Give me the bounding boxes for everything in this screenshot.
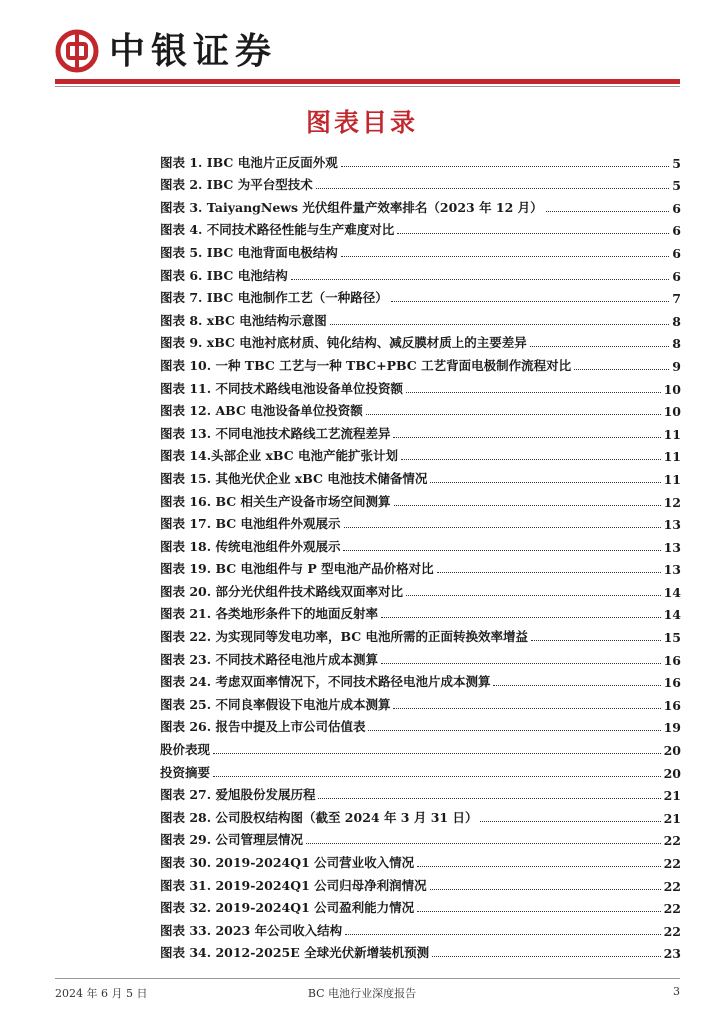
toc-entry[interactable] bbox=[160, 397, 681, 420]
toc-entry-page: 11 bbox=[663, 449, 681, 465]
toc-entry-title: 图表 24. 考虑双面率情况下，不同技术路径电池片成本测算 bbox=[160, 674, 491, 690]
toc-dot-leader bbox=[393, 437, 660, 438]
toc-entry-title: 图表 20. 部分光伏组件技术路线双面率对比 bbox=[160, 583, 403, 599]
toc-entry[interactable] bbox=[160, 735, 681, 758]
toc-entry-title: 图表 3. TaiyangNews 光伏组件量产效率排名（2023 年 12 月） bbox=[160, 199, 543, 215]
toc-entry-page: 21 bbox=[663, 810, 681, 826]
toc-entry-title: 图表 31. 2019-2024Q1 公司归母净利润情况 bbox=[160, 877, 427, 893]
toc-entry-title: 图表 14.头部企业 xBC 电池产能扩张计划 bbox=[160, 448, 399, 464]
toc-entry-page: 20 bbox=[663, 743, 681, 759]
page-title: 图表目录 bbox=[305, 108, 418, 137]
toc-dot-leader bbox=[330, 324, 669, 325]
toc-dot-leader bbox=[401, 459, 661, 460]
toc-entry-title: 图表 27. 爱旭股份发展历程 bbox=[160, 787, 316, 803]
toc-entry-title: 图表 33. 2023 年公司收入结构 bbox=[160, 922, 343, 938]
toc-dot-leader bbox=[391, 301, 670, 302]
toc-entry-page: 11 bbox=[663, 426, 681, 442]
toc-entry[interactable] bbox=[160, 577, 681, 600]
toc-entry-title: 图表 7. IBC 电池制作工艺（一种路径） bbox=[160, 290, 388, 306]
toc-dot-leader bbox=[493, 685, 660, 686]
toc-entry-title: 图表 10. 一种 TBC 工艺与一种 TBC+PBC 工艺背面电极制作流程对比 bbox=[160, 357, 572, 373]
toc-dot-leader bbox=[530, 346, 669, 347]
header-divider-thin bbox=[55, 86, 680, 87]
toc-entry[interactable] bbox=[160, 939, 681, 962]
toc-entry[interactable] bbox=[160, 781, 681, 804]
toc-entry-page: 9 bbox=[672, 358, 681, 374]
toc-entry-page: 22 bbox=[663, 856, 681, 871]
toc-entry[interactable] bbox=[160, 464, 681, 487]
toc-entry-page: 11 bbox=[663, 471, 681, 487]
toc-entry[interactable] bbox=[160, 713, 681, 736]
toc-entry-page: 14 bbox=[663, 584, 681, 600]
toc-entry[interactable] bbox=[160, 758, 681, 781]
toc-dot-leader bbox=[531, 640, 661, 641]
toc-dot-leader bbox=[381, 663, 661, 664]
toc-entry[interactable] bbox=[160, 193, 681, 216]
toc-entry-page: 13 bbox=[663, 517, 681, 533]
toc-dot-leader bbox=[213, 776, 661, 777]
toc-entry[interactable] bbox=[160, 261, 681, 284]
toc-dot-leader bbox=[417, 866, 660, 867]
toc-entry-page: 8 bbox=[672, 313, 681, 329]
toc-entry[interactable] bbox=[160, 690, 681, 713]
toc-entry-page: 7 bbox=[672, 291, 681, 307]
toc-entry-title: 图表 28. 公司股权结构图（截至 2024 年 3 月 31 日） bbox=[160, 809, 478, 825]
toc-dot-leader bbox=[343, 550, 660, 551]
toc-entry-title: 图表 8. xBC 电池结构示意图 bbox=[160, 312, 327, 328]
toc-dot-leader bbox=[397, 233, 669, 234]
toc-entry-page: 16 bbox=[663, 697, 681, 713]
toc-entry-title: 图表 22. 为实现同等发电功率，BC 电池所需的正面转换效率增益 bbox=[160, 629, 529, 645]
toc-dot-leader bbox=[574, 369, 669, 370]
toc-entry-page: 5 bbox=[672, 155, 681, 171]
toc-entry-page: 13 bbox=[663, 539, 681, 555]
toc-entry[interactable] bbox=[160, 848, 681, 871]
toc-dot-leader bbox=[366, 414, 661, 415]
toc-entry-title: 图表 29. 公司管理层情况 bbox=[160, 832, 303, 848]
toc-entry-page: 22 bbox=[663, 923, 681, 939]
toc-dot-leader bbox=[430, 889, 661, 890]
toc-entry[interactable] bbox=[160, 238, 681, 261]
toc-dot-leader bbox=[381, 617, 661, 618]
toc-entry-title: 图表 25. 不同良率假设下电池片成本测算 bbox=[160, 696, 391, 712]
toc-dot-leader bbox=[306, 843, 661, 844]
table-of-contents bbox=[160, 148, 681, 961]
toc-entry-page: 13 bbox=[663, 562, 681, 578]
toc-entry-page: 16 bbox=[663, 652, 681, 668]
toc-dot-leader bbox=[393, 708, 660, 709]
toc-entry-page: 12 bbox=[663, 494, 681, 510]
toc-dot-leader bbox=[344, 527, 661, 528]
toc-entry-page: 22 bbox=[663, 901, 681, 917]
toc-entry-title: 图表 9. xBC 电池衬底材质、钝化结构、减反膜材质上的主要差异 bbox=[160, 335, 527, 351]
toc-entry-title: 图表 19. BC 电池组件与 P 型电池产品价格对比 bbox=[160, 561, 434, 577]
toc-dot-leader bbox=[406, 392, 661, 393]
toc-entry-title: 投资摘要 bbox=[160, 764, 211, 780]
toc-entry-page: 16 bbox=[663, 675, 681, 691]
toc-entry-page: 5 bbox=[672, 178, 681, 194]
footer-date: 2024 年 6 月 5 日 bbox=[55, 987, 148, 1000]
toc-entry-title: 图表 16. BC 相关生产设备市场空间测算 bbox=[160, 493, 391, 509]
toc-entry-page: 6 bbox=[672, 200, 681, 216]
toc-dot-leader bbox=[394, 505, 661, 506]
toc-entry-page: 20 bbox=[663, 765, 681, 781]
toc-entry-title: 图表 34. 2012-2025E 全球光伏新增装机预测 bbox=[160, 945, 430, 961]
toc-dot-leader bbox=[316, 188, 670, 189]
toc-entry[interactable] bbox=[160, 555, 681, 578]
toc-entry[interactable] bbox=[160, 871, 681, 894]
toc-entry-page: 23 bbox=[663, 946, 681, 962]
toc-entry[interactable] bbox=[160, 171, 681, 194]
toc-dot-leader bbox=[341, 166, 670, 167]
toc-entry-page: 19 bbox=[663, 720, 681, 736]
toc-entry-page: 15 bbox=[663, 630, 681, 646]
toc-entry-title: 图表 23. 不同技术路径电池片成本测算 bbox=[160, 651, 378, 667]
toc-dot-leader bbox=[368, 730, 660, 731]
bank-of-china-logo-icon bbox=[55, 29, 99, 73]
toc-dot-leader bbox=[480, 821, 660, 822]
toc-entry-page: 10 bbox=[663, 381, 681, 397]
toc-dot-leader bbox=[417, 911, 660, 912]
toc-dot-leader bbox=[546, 211, 670, 212]
toc-entry-title: 图表 2. IBC 为平台型技术 bbox=[160, 177, 313, 193]
toc-entry-title: 图表 5. IBC 电池背面电极结构 bbox=[160, 244, 338, 260]
toc-entry-page: 14 bbox=[663, 607, 681, 623]
toc-entry-title: 图表 32. 2019-2024Q1 公司盈利能力情况 bbox=[160, 900, 415, 916]
brand-name: 中银证券 bbox=[109, 30, 278, 72]
toc-entry-page: 10 bbox=[663, 404, 681, 420]
toc-dot-leader bbox=[406, 595, 661, 596]
footer-page-number: 3 bbox=[673, 985, 680, 998]
toc-entry-page: 6 bbox=[672, 223, 681, 239]
toc-entry[interactable] bbox=[160, 374, 681, 397]
toc-entry-page: 8 bbox=[672, 336, 681, 352]
toc-entry[interactable] bbox=[160, 284, 681, 307]
toc-entry[interactable] bbox=[160, 487, 681, 510]
header-divider bbox=[55, 79, 680, 84]
toc-dot-leader bbox=[291, 279, 670, 280]
toc-entry-title: 图表 4. 不同技术路径性能与生产难度对比 bbox=[160, 222, 395, 238]
toc-entry-title: 图表 21. 各类地形条件下的地面反射率 bbox=[160, 606, 378, 622]
toc-entry[interactable] bbox=[160, 826, 681, 849]
toc-entry[interactable] bbox=[160, 351, 681, 374]
toc-dot-leader bbox=[345, 934, 661, 935]
toc-dot-leader bbox=[430, 482, 660, 483]
toc-entry-title: 图表 1. IBC 电池片正反面外观 bbox=[160, 154, 338, 170]
toc-entry[interactable] bbox=[160, 510, 681, 533]
toc-dot-leader bbox=[318, 798, 660, 799]
toc-entry[interactable] bbox=[160, 916, 681, 939]
toc-entry[interactable] bbox=[160, 442, 681, 465]
toc-entry[interactable] bbox=[160, 329, 681, 352]
toc-entry[interactable] bbox=[160, 645, 681, 668]
toc-dot-leader bbox=[432, 956, 660, 957]
toc-entry[interactable] bbox=[160, 622, 681, 645]
footer-report-title: BC 电池行业深度报告 bbox=[307, 987, 417, 1000]
header bbox=[55, 26, 277, 76]
toc-entry[interactable] bbox=[160, 419, 681, 442]
toc-entry-page: 22 bbox=[663, 833, 681, 849]
toc-entry-title: 图表 11. 不同技术路线电池设备单位投资额 bbox=[160, 380, 403, 396]
toc-entry-title: 图表 18. 传统电池组件外观展示 bbox=[160, 538, 341, 554]
toc-entry[interactable] bbox=[160, 803, 681, 826]
toc-entry-page: 22 bbox=[663, 878, 681, 894]
toc-entry[interactable] bbox=[160, 532, 681, 555]
toc-entry-page: 6 bbox=[672, 245, 681, 261]
toc-entry[interactable] bbox=[160, 894, 681, 917]
toc-entry-title: 股价表现 bbox=[160, 742, 211, 758]
toc-entry-title: 图表 17. BC 电池组件外观展示 bbox=[160, 516, 341, 532]
toc-entry-page: 6 bbox=[672, 268, 681, 284]
footer-divider bbox=[55, 978, 680, 979]
toc-dot-leader bbox=[213, 753, 661, 754]
toc-entry-title: 图表 12. ABC 电池设备单位投资额 bbox=[160, 403, 363, 419]
toc-entry-title: 图表 13. 不同电池技术路线工艺流程差异 bbox=[160, 425, 391, 441]
toc-entry[interactable] bbox=[160, 600, 681, 623]
toc-entry[interactable] bbox=[160, 668, 681, 691]
toc-dot-leader bbox=[437, 572, 661, 573]
toc-entry[interactable] bbox=[160, 216, 681, 239]
toc-entry-title: 图表 6. IBC 电池结构 bbox=[160, 267, 288, 283]
toc-entry-title: 图表 15. 其他光伏企业 xBC 电池技术储备情况 bbox=[160, 470, 428, 486]
toc-dot-leader bbox=[341, 256, 670, 257]
toc-entry-title: 图表 30. 2019-2024Q1 公司营业收入情况 bbox=[160, 855, 415, 870]
toc-entry-title: 图表 26. 报告中提及上市公司估值表 bbox=[160, 719, 366, 735]
toc-entry[interactable] bbox=[160, 148, 681, 171]
toc-entry-page: 21 bbox=[663, 788, 681, 804]
toc-entry[interactable] bbox=[160, 306, 681, 329]
